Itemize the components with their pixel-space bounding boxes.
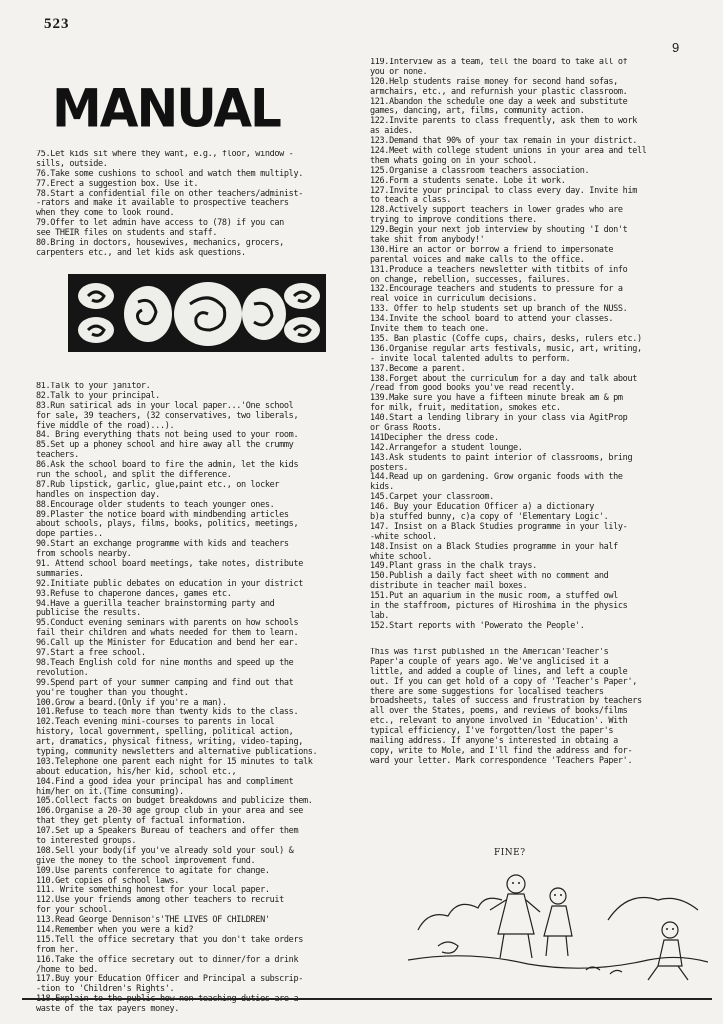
text-line: 83.Run satirical ads in your local paper...'One school <box>36 400 294 411</box>
text-line: 142.Arrangefor a student lounge. <box>370 442 523 453</box>
text-line: distribute in teacher mail boxes. <box>370 581 528 592</box>
text-line: 152.Start reports with 'Powerato the People'. <box>370 620 585 631</box>
text-line: 131.Produce a teachers newsletter with titbits of info <box>370 264 628 275</box>
text-line: for milk, fruit, meditation, smokes etc. <box>370 403 561 414</box>
text-line: 112.Use your friends among other teachers to recruit <box>36 895 284 906</box>
text-line: white school. <box>370 551 432 562</box>
text-line: art, dramatics, physical fitness, writing, video-taping, <box>36 737 303 748</box>
text-line: This was first published in the American'Teacher's <box>370 648 609 657</box>
text-line: 149.Plant grass in the chalk trays. <box>370 561 537 572</box>
text-line: 121.Abandon the schedule one day a week and substitute <box>370 96 628 107</box>
text-line: 80.Bring in doctors, housewives, mechanics, grocers, <box>36 238 284 249</box>
text-line: dope parties.. <box>36 529 103 540</box>
page-number-left: 523 <box>44 16 70 32</box>
text-line: /home to bed. <box>36 964 98 975</box>
text-line: kids. <box>370 482 394 493</box>
text-line: 114.Remember when you were a kid? <box>36 924 194 935</box>
list-items-75-80 <box>36 150 336 259</box>
text-line: 97.Start a free school. <box>36 648 146 659</box>
text-line: 138.Forget about the curriculum for a day and talk about <box>370 373 637 384</box>
text-line: 76.Take some cushions to school and watch them multiply. <box>36 168 303 179</box>
text-line: 92.Initiate public debates on education in your district <box>36 578 303 589</box>
text-line: 77.Erect a suggestion box. Use it. <box>36 178 199 189</box>
text-line: etc., relevant to anyone involved in 'Education'. With <box>370 716 628 727</box>
text-line: you or none. <box>370 66 428 77</box>
page-bottom-rule <box>22 998 712 1000</box>
text-line: 143.Ask students to paint interior of classrooms, bring <box>370 452 633 463</box>
text-line: 81.Talk to your janitor. <box>36 382 151 391</box>
text-line: 145.Carpet your classroom. <box>370 492 494 503</box>
text-line: 87.Rub lipstick, garlic, glue,paint etc., on locker <box>36 479 280 490</box>
publication-note <box>370 648 700 767</box>
text-line: to teach a class. <box>370 195 452 206</box>
text-line: 103.Telephone one parent each night for 15 minutes to talk <box>36 756 313 767</box>
text-line: 125.Organise a classroom teachers association. <box>370 165 590 176</box>
text-line: 99.Spend part of your summer camping and find out that <box>36 677 294 688</box>
text-line: sills, outside. <box>36 158 108 169</box>
text-line: 113.Read George Dennison's'THE LIVES OF CHILDREN' <box>36 915 270 926</box>
text-line: 75.Let kids sit where they want, e.g., floor, window - <box>36 150 294 159</box>
text-line: copy, write to Mole, and I'll find the address and for- <box>370 745 633 756</box>
embryo-illustration <box>68 274 326 352</box>
text-line: handles on inspection day. <box>36 489 160 500</box>
text-line: on change, rebellion, successes, failures. <box>370 274 571 285</box>
text-line: 140.Start a lending library in your class via AgitProp <box>370 413 628 424</box>
text-line: for sale, 39 teachers, (32 conservatives, two liberals, <box>36 410 299 421</box>
text-line: 128.Actively support teachers in lower grades who are <box>370 205 623 216</box>
text-line: 106.Organise a 20-30 age group club in your area and see <box>36 806 303 817</box>
text-line: 133. Offer to help students set up branch of the NUSS. <box>370 304 628 315</box>
text-line: when they come to look round. <box>36 208 175 219</box>
text-line: 88.Encourage older students to teach younger ones. <box>36 499 275 510</box>
text-line: waste of the tax payers money. <box>36 1004 180 1015</box>
text-line: 137.Become a parent. <box>370 363 466 374</box>
text-line: you're tougher than you thought. <box>36 687 189 698</box>
text-line: 127.Invite your principal to class every day. Invite him <box>370 185 637 196</box>
text-line: 123.Demand that 90% of your tax remain in your district. <box>370 136 637 147</box>
text-line: Paper'a couple of years ago. We've anglicised it a <box>370 656 609 667</box>
text-line: lab. <box>370 610 390 621</box>
text-line: 107.Set up a Speakers Bureau of teachers and offer them <box>36 826 299 837</box>
text-line: games, dancing, art, films, community action. <box>370 106 585 117</box>
text-line: 151.Put an aquarium in the music room, a stuffed owl <box>370 591 618 602</box>
text-line: 119.Interview as a team, tell the board to take all of <box>370 58 628 67</box>
text-line: five middle of the road)...). <box>36 420 175 431</box>
text-line: mailing address. If anyone's interested in obtaing a <box>370 736 618 747</box>
text-line: teachers. <box>36 450 79 461</box>
text-line: 94.Have a guerilla teacher brainstorming party and <box>36 598 275 609</box>
text-line: 78.Start a confidential file on other teachers/administ- <box>36 188 303 199</box>
text-line: 132.Encourage teachers and students to pressure for a <box>370 284 623 295</box>
text-line: Invite them to teach one. <box>370 324 490 335</box>
text-line: 148.Insist on a Black Studies programme in your half <box>370 541 618 552</box>
text-line: 116.Take the office secretary out to dinner/for a drink <box>36 954 299 965</box>
list-items-81-118 <box>36 382 362 1015</box>
text-line: - invite local talented adults to perform. <box>370 353 571 364</box>
text-line: 146. Buy your Education Officer a) a dictionary <box>370 502 595 513</box>
text-line: summaries. <box>36 568 84 579</box>
text-line: 108.Sell your body(if you've already sold your soul) & <box>36 845 294 856</box>
text-line: little, and added a couple of lines, and left a couple <box>370 666 628 677</box>
text-line: -rators and make it available to prospective teachers <box>36 198 289 209</box>
text-line: publicise the results. <box>36 608 141 619</box>
text-line: fail their children and whats needed for them to learn. <box>36 628 299 639</box>
text-line: 95.Conduct evening seminars with parents on how schools <box>36 618 299 629</box>
text-line: ward your letter. Mark correspondence 'Teachers Paper'. <box>370 755 633 766</box>
text-line: posters. <box>370 462 409 473</box>
children-cartoon-drawing <box>408 860 708 990</box>
text-line: b)a stuffed bunny, c)a copy of 'Elementary Logic'. <box>370 511 609 522</box>
text-line: -tion to 'Children's Rights'. <box>36 984 175 995</box>
text-line: 135. Ban plastic (Coffe cups, chairs, desks, rulers etc.) <box>370 333 642 344</box>
text-line: 104.Find a good idea your principal has and compliment <box>36 776 294 787</box>
text-line: 96.Call up the Minister for Education and bend her ear. <box>36 638 299 649</box>
text-line: 136.Organise regular arts festivals, music, art, writing, <box>370 343 642 354</box>
text-line: there are some suggestions for localised teachers <box>370 686 604 697</box>
text-line: 130.Hire an actor or borrow a friend to impersonate <box>370 244 614 255</box>
text-line: 100.Grow a beard.(Only if you're a man). <box>36 697 227 708</box>
text-line: 141Decipher the dress code. <box>370 432 499 443</box>
text-line: from schools nearby. <box>36 549 132 560</box>
text-line: 147. Insist on a Black Studies programme in your lily- <box>370 521 628 532</box>
text-line: 139.Make sure you have a fifteen minute break am & pm <box>370 393 623 404</box>
text-line: carpenters etc., and let kids ask questions. <box>36 247 246 258</box>
page-title: MANUAL <box>52 78 280 140</box>
text-line: 84. Bring everything thats not being used to your room. <box>36 430 299 441</box>
text-line: 109.Use parents conference to agitate for change. <box>36 865 270 876</box>
text-line: run the school, and split the difference. <box>36 470 232 481</box>
text-line: 117.Buy your Education Officer and Principal a subscrip- <box>36 974 303 985</box>
text-line: 86.Ask the school board to fire the admin, let the kids <box>36 460 299 471</box>
text-line: 89.Plaster the notice board with mindbending articles <box>36 509 289 520</box>
text-line: 150.Publish a daily fact sheet with no comment and <box>370 571 609 582</box>
text-line: them whats going on in your school. <box>370 155 537 166</box>
text-line: 134.Invite the school board to attend your classes. <box>370 314 614 325</box>
list-items-119-152 <box>370 58 700 632</box>
text-line: 102.Teach evening mini-courses to parents in local <box>36 717 275 728</box>
text-line: 93.Refuse to chaperone dances, games etc. <box>36 588 232 599</box>
text-line: 124.Meet with college student unions in your area and tell <box>370 146 647 157</box>
text-line: him/her on it.(Time consuming). <box>36 786 184 797</box>
text-line: /read from good books you've read recently. <box>370 383 575 394</box>
text-line: 110.Get copies of school laws. <box>36 875 180 886</box>
text-line: give the money to the school improvement fund. <box>36 855 256 866</box>
text-line: 79.Offer to let admin have access to (78) if you can <box>36 218 284 229</box>
text-line: 120.Help students raise money for second hand sofas, <box>370 76 618 87</box>
text-line: history, local government, spelling, political action, <box>36 727 294 738</box>
text-line: 91. Attend school board meetings, take notes, distribute <box>36 559 303 570</box>
text-line: from her. <box>36 944 79 955</box>
text-line: for your school. <box>36 905 113 916</box>
text-line: all over the States, poems, and reviews of books/films <box>370 706 628 717</box>
text-line: parental voices and make calls to the office. <box>370 254 585 265</box>
text-line: 105.Collect facts on budget breakdowns and publicize them. <box>36 796 313 807</box>
text-line: real voice in curriculum decisions. <box>370 294 537 305</box>
text-line: trying to improve conditions there. <box>370 215 537 226</box>
text-line: 122.Invite parents to class frequently, ask them to work <box>370 116 637 127</box>
text-line: 85.Set up a phoney school and hire away all the crummy <box>36 440 294 451</box>
text-line: 90.Start an exchange programme with kids and teachers <box>36 539 289 550</box>
text-line: see THEIR files on students and staff. <box>36 228 218 239</box>
text-line: 115.Tell the office secretary that you don't take orders <box>36 934 303 945</box>
text-line: revolution. <box>36 667 89 678</box>
text-line: as aides. <box>370 126 413 137</box>
text-line: 111. Write something honest for your local paper. <box>36 885 270 896</box>
text-line: broadsheets, tales of success and frustration by teachers <box>370 696 642 707</box>
page-number-right: 9 <box>672 40 680 55</box>
text-line: that they get plenty of factual information. <box>36 816 246 827</box>
cartoon-caption: FINE? <box>494 848 526 858</box>
text-line: about schools, plays, films, books, politics, meetings, <box>36 519 299 530</box>
text-line: 126.Form a students senate. Lobe it work. <box>370 175 566 186</box>
text-line: in the staffroom, pictures of Hiroshima in the physics <box>370 600 628 611</box>
text-line: typical efficiency, I've forgotten/lost the paper's <box>370 726 614 737</box>
text-line: 129.Begin your next job interview by shouting 'I don't <box>370 225 628 236</box>
text-line: typing, community newsletters and alternative publications. <box>36 746 318 757</box>
text-line: 82.Talk to your principal. <box>36 390 160 401</box>
text-line: 144.Read up on gardening. Grow organic foods with the <box>370 472 623 483</box>
text-line: armchairs, etc., and refurnish your plastic classroom. <box>370 86 628 97</box>
text-line: out. If you can get hold of a copy of 'Teacher's Paper', <box>370 676 637 687</box>
text-line: 98.Teach English cold for nine months and speed up the <box>36 657 294 668</box>
text-line: or Grass Roots. <box>370 422 442 433</box>
text-line: about education, his/her kid, school etc., <box>36 766 237 777</box>
text-line: -white school. <box>370 531 437 542</box>
text-line: 101.Refuse to teach more than twenty kids to the class. <box>36 707 299 718</box>
text-line: to interested groups. <box>36 835 137 846</box>
text-line: take shit from anybody!' <box>370 235 485 246</box>
